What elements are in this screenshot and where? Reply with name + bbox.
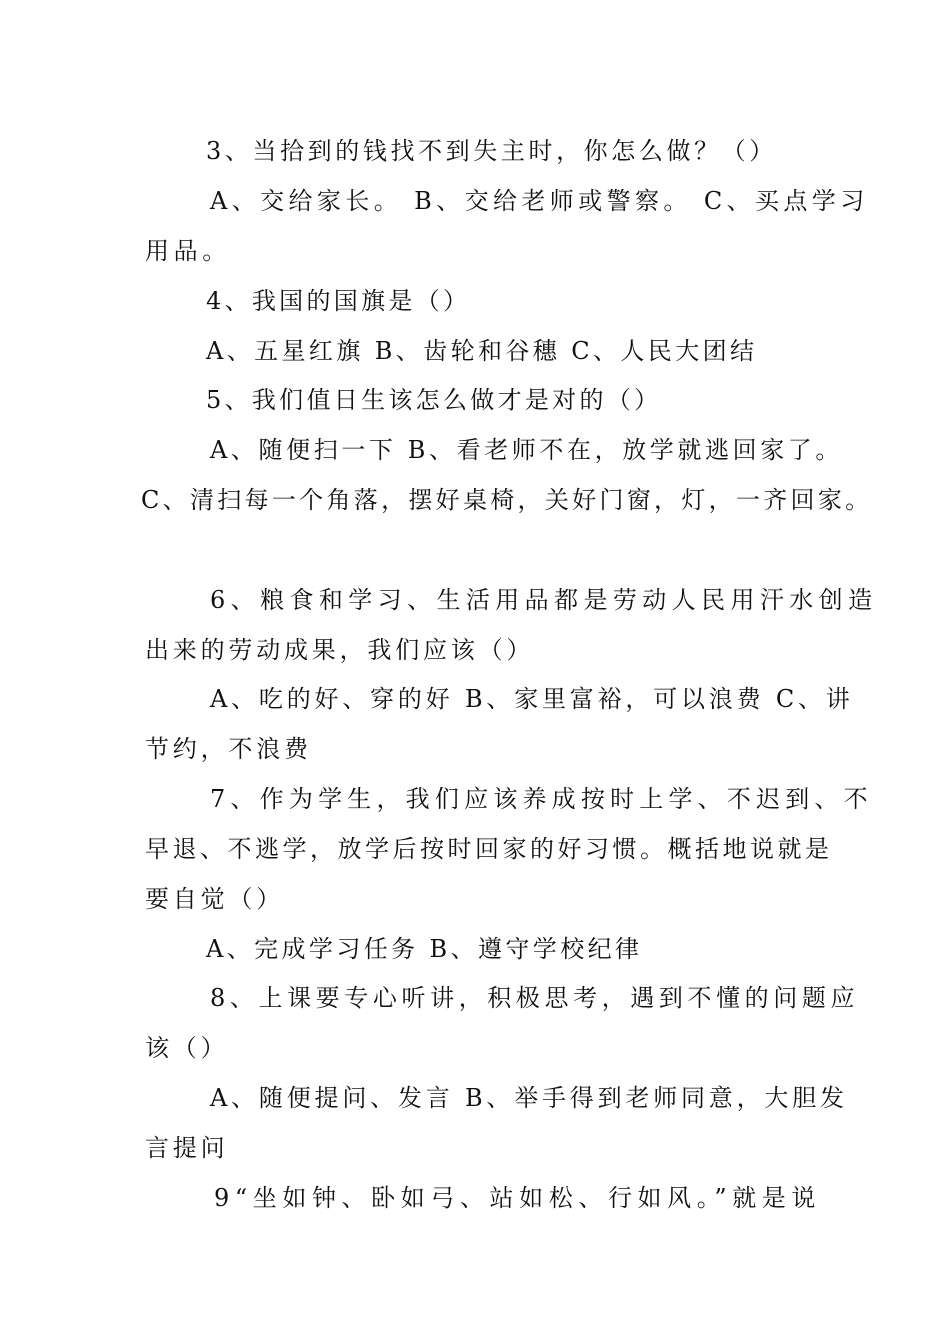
question-3-options-cont: 用品。 (145, 237, 231, 265)
question-6-options: A、吃的好、穿的好 B、家里富裕，可以浪费 C、讲 (210, 685, 854, 713)
question-9-text: 9“坐如钟、卧如弓、站如松、行如风。”就是说 (214, 1184, 822, 1212)
question-7-text: 7、作为学生，我们应该养成按时上学、不迟到、不 (210, 785, 873, 813)
question-4-options: A、五星红旗 B、齿轮和谷穗 C、人民大团结 (206, 337, 758, 365)
question-5-text: 5、我们值日生该怎么做才是对的（） (206, 386, 662, 414)
question-7-text-cont: 早退、不逃学，放学后按时回家的好习惯。概括地说就是 (145, 835, 833, 863)
question-6-text-cont: 出来的劳动成果，我们应该（） (145, 636, 535, 664)
question-3-options: A、交给家长。 B、交给老师或警察。 C、买点学习 (210, 187, 869, 215)
question-3-text: 3、当拾到的钱找不到失主时，你怎么做？（） (206, 137, 777, 165)
question-7-options: A、完成学习任务 B、遵守学校纪律 (206, 935, 643, 963)
question-5-options: A、随便扫一下 B、看老师不在，放学就逃回家了。 (210, 436, 843, 464)
question-8-options: A、随便提问、发言 B、举手得到老师同意，大胆发 (210, 1084, 848, 1112)
question-5-options-cont: C、清扫每一个角落，摆好桌椅，关好门窗，灯，一齐回家。 (141, 486, 873, 514)
question-4-text: 4、我国的国旗是（） (206, 287, 471, 315)
question-8-text: 8、上课要专心听讲，积极思考，遇到不懂的问题应 (210, 984, 860, 1012)
question-6-text: 6、粮食和学习、生活用品都是劳动人民用汗水创造 (210, 586, 878, 614)
question-8-text-cont: 该（） (145, 1034, 229, 1062)
question-7-text-end: 要自觉（） (145, 885, 284, 913)
question-8-options-cont: 言提问 (145, 1134, 229, 1162)
question-6-options-cont: 节约，不浪费 (145, 735, 312, 763)
